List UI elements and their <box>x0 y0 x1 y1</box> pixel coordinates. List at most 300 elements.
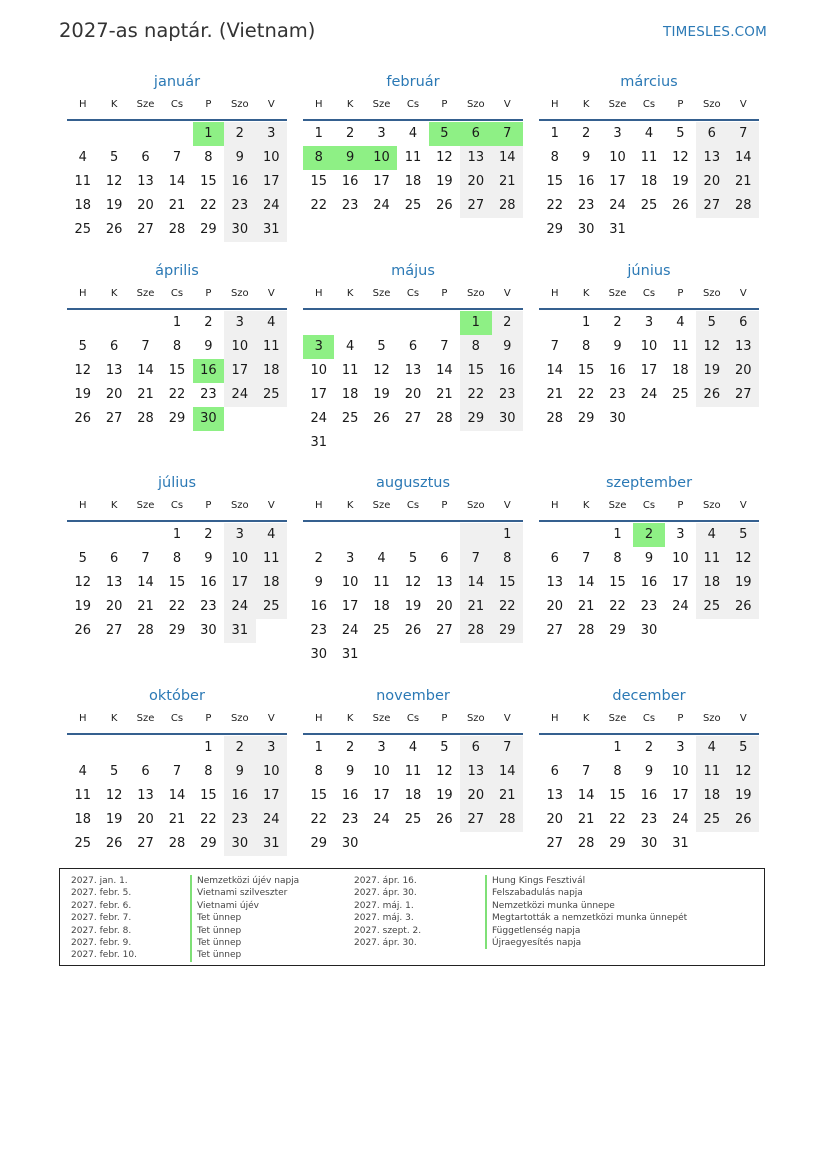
day-cell: 29 <box>460 407 491 431</box>
day-cell: 3 <box>613 126 622 141</box>
weekday-label: H <box>550 713 559 724</box>
empty-cell <box>334 311 365 335</box>
day-cell: 8 <box>492 547 523 571</box>
holiday-day-cell: 2 <box>633 523 664 547</box>
day-cell: 9 <box>644 551 654 566</box>
day-cell: 23 <box>577 198 595 213</box>
day-cell: 7 <box>492 736 523 760</box>
day-cell: 12 <box>436 150 453 165</box>
weekday-label: P <box>441 713 448 724</box>
day-cell: 14 <box>577 788 595 803</box>
legend-date: 2027. ápr. 30. <box>354 888 417 899</box>
day-cell: 16 <box>341 788 359 803</box>
day-cell: 14 <box>492 146 523 170</box>
day-cell: 17 <box>672 788 689 803</box>
legend-date: 2027. febr. 8. <box>71 925 132 936</box>
month-title: szeptember <box>605 475 693 491</box>
day-cell: 15 <box>609 788 626 803</box>
weekday-header <box>303 710 523 735</box>
day-cell: 1 <box>314 126 323 141</box>
day-cell: 19 <box>672 174 689 189</box>
day-cell: 21 <box>728 170 759 194</box>
day-cell: 16 <box>577 174 595 189</box>
day-cell: 26 <box>105 836 123 851</box>
weekday-label: K <box>346 288 354 299</box>
day-cell: 1 <box>314 740 323 755</box>
day-cell: 23 <box>341 198 359 213</box>
weekday-label: Szo <box>466 99 485 110</box>
day-cell: 26 <box>728 595 759 619</box>
day-cell: 28 <box>492 194 523 218</box>
weekday-label: H <box>78 99 87 110</box>
day-cell: 7 <box>581 551 591 566</box>
day-cell: 21 <box>137 387 154 402</box>
day-grid <box>539 735 759 856</box>
day-cell: 19 <box>105 198 123 213</box>
day-cell: 24 <box>256 808 287 832</box>
day-cell: 6 <box>460 736 491 760</box>
weekday-header <box>303 497 523 522</box>
day-cell: 14 <box>137 363 154 378</box>
day-cell: 22 <box>168 387 186 402</box>
day-cell: 24 <box>256 194 287 218</box>
day-cell: 15 <box>609 575 626 590</box>
day-cell: 11 <box>373 575 390 590</box>
day-cell: 15 <box>310 174 327 189</box>
day-cell: 18 <box>672 363 689 378</box>
day-cell: 16 <box>609 363 626 378</box>
day-cell: 3 <box>256 122 287 146</box>
weekday-label: V <box>503 288 511 299</box>
day-cell: 31 <box>256 832 287 856</box>
day-cell: 31 <box>224 619 255 643</box>
empty-cell <box>429 311 460 335</box>
weekday-label: Szo <box>702 500 721 511</box>
empty-cell <box>98 122 129 146</box>
weekday-label: Szo <box>702 99 721 110</box>
weekday-label: H <box>314 713 323 724</box>
day-cell: 29 <box>577 411 595 426</box>
day-cell: 11 <box>256 547 287 571</box>
day-cell: 21 <box>137 599 154 614</box>
day-cell: 15 <box>310 788 327 803</box>
day-cell: 21 <box>546 387 563 402</box>
day-cell: 4 <box>256 311 287 335</box>
day-cell: 27 <box>728 383 759 407</box>
day-cell: 4 <box>408 740 418 755</box>
day-cell: 11 <box>404 764 422 779</box>
day-cell: 26 <box>728 808 759 832</box>
holiday-day-cell: 9 <box>334 146 365 170</box>
day-cell: 4 <box>377 551 386 566</box>
day-cell: 30 <box>341 836 359 851</box>
day-cell: 15 <box>168 363 186 378</box>
month-title: november <box>376 688 450 704</box>
day-cell: 15 <box>168 575 186 590</box>
day-cell: 8 <box>204 764 213 779</box>
day-cell: 26 <box>74 623 91 638</box>
day-cell: 12 <box>105 788 123 803</box>
day-cell: 22 <box>168 599 186 614</box>
holiday-legend <box>59 868 765 966</box>
day-cell: 23 <box>640 599 658 614</box>
weekday-label: Sze <box>372 713 391 724</box>
day-cell: 14 <box>728 146 759 170</box>
month-augusztus <box>303 472 523 667</box>
empty-cell <box>303 311 334 335</box>
day-cell: 18 <box>341 387 359 402</box>
day-cell: 1 <box>550 126 559 141</box>
day-cell: 31 <box>341 647 359 662</box>
weekday-label: K <box>346 713 354 724</box>
empty-cell <box>161 122 192 146</box>
day-cell: 8 <box>204 150 213 165</box>
day-cell: 12 <box>728 760 759 784</box>
day-grid <box>303 121 523 218</box>
day-cell: 12 <box>436 764 453 779</box>
day-cell: 20 <box>546 812 563 827</box>
legend-date: 2027. febr. 9. <box>71 937 132 948</box>
day-cell: 13 <box>460 760 491 784</box>
day-cell: 13 <box>436 575 453 590</box>
month-október <box>67 685 287 856</box>
day-cell: 3 <box>224 523 255 547</box>
day-cell: 24 <box>373 198 390 213</box>
weekday-label: Szo <box>466 713 485 724</box>
day-cell: 23 <box>341 812 359 827</box>
empty-cell <box>397 311 428 335</box>
day-cell: 19 <box>105 812 123 827</box>
day-cell: 22 <box>546 198 563 213</box>
day-cell: 22 <box>577 387 595 402</box>
day-cell: 18 <box>696 784 727 808</box>
day-cell: 3 <box>345 551 355 566</box>
day-grid <box>67 121 287 242</box>
weekday-label: P <box>677 99 684 110</box>
month-title: május <box>391 263 435 279</box>
day-cell: 23 <box>224 808 255 832</box>
holiday-day-cell: 16 <box>193 359 224 383</box>
holiday-day-cell: 10 <box>366 146 397 170</box>
day-cell: 12 <box>404 575 422 590</box>
day-cell: 21 <box>460 595 491 619</box>
day-cell: 26 <box>105 222 123 237</box>
day-cell: 13 <box>546 788 563 803</box>
day-cell: 21 <box>577 599 595 614</box>
legend-holiday-name: Megtartották a nemzetközi munka ünnepét <box>485 912 687 924</box>
month-április <box>67 260 287 431</box>
day-cell: 1 <box>581 315 591 330</box>
day-cell: 25 <box>404 198 422 213</box>
day-cell: 21 <box>436 387 453 402</box>
day-cell: 13 <box>546 575 563 590</box>
day-cell: 5 <box>440 740 449 755</box>
day-cell: 27 <box>696 194 727 218</box>
day-cell: 28 <box>168 836 186 851</box>
legend-holiday-name: Tet ünnep <box>190 949 241 961</box>
day-cell: 30 <box>224 832 255 856</box>
day-cell: 15 <box>200 174 217 189</box>
day-cell: 5 <box>676 126 685 141</box>
day-cell: 23 <box>609 387 626 402</box>
weekday-label: Sze <box>136 500 155 511</box>
day-cell: 1 <box>204 740 213 755</box>
empty-cell <box>130 122 161 146</box>
day-cell: 28 <box>137 623 154 638</box>
legend-date: 2027. jan. 1. <box>71 876 128 886</box>
day-cell: 5 <box>728 523 759 547</box>
day-cell: 29 <box>200 836 217 851</box>
legend-date: 2027. febr. 10. <box>71 950 137 961</box>
day-cell: 19 <box>74 387 91 402</box>
day-cell: 7 <box>141 551 150 566</box>
day-cell: 17 <box>341 599 359 614</box>
empty-cell <box>67 523 98 547</box>
holiday-day-cell: 8 <box>303 146 334 170</box>
weekday-label: H <box>78 288 87 299</box>
day-cell: 19 <box>696 359 727 383</box>
weekday-label: H <box>550 99 559 110</box>
day-cell: 12 <box>74 363 91 378</box>
day-cell: 4 <box>696 523 727 547</box>
month-december <box>539 685 759 856</box>
day-cell: 27 <box>137 222 154 237</box>
day-cell: 1 <box>172 315 182 330</box>
day-cell: 13 <box>137 174 154 189</box>
weekday-label: Cs <box>170 500 184 511</box>
month-title: október <box>149 688 205 704</box>
day-cell: 22 <box>492 595 523 619</box>
day-cell: 7 <box>550 339 559 354</box>
empty-cell <box>130 736 161 760</box>
empty-cell <box>98 736 129 760</box>
day-cell: 2 <box>345 126 355 141</box>
day-cell: 1 <box>613 527 622 542</box>
day-cell: 19 <box>728 571 759 595</box>
day-cell: 28 <box>168 222 186 237</box>
day-cell: 21 <box>577 812 595 827</box>
day-cell: 11 <box>404 150 422 165</box>
day-cell: 29 <box>609 836 626 851</box>
day-cell: 30 <box>492 407 523 431</box>
empty-cell <box>570 523 601 547</box>
day-cell: 17 <box>640 363 658 378</box>
empty-cell <box>397 523 428 547</box>
day-cell: 28 <box>728 194 759 218</box>
day-cell: 25 <box>341 411 359 426</box>
holiday-day-cell: 5 <box>429 122 460 146</box>
legend-date: 2027. máj. 1. <box>354 900 414 911</box>
day-cell: 14 <box>546 363 563 378</box>
day-cell: 22 <box>609 599 626 614</box>
day-cell: 18 <box>404 174 422 189</box>
day-cell: 15 <box>492 571 523 595</box>
holiday-day-cell: 1 <box>193 122 224 146</box>
month-title: december <box>612 688 686 704</box>
day-cell: 12 <box>672 150 689 165</box>
day-cell: 3 <box>377 740 386 755</box>
weekday-label: Szo <box>466 288 485 299</box>
site-logo-link[interactable]: TIMESLES.COM <box>663 24 767 40</box>
day-cell: 10 <box>672 551 689 566</box>
day-cell: 20 <box>404 387 422 402</box>
day-cell: 5 <box>728 736 759 760</box>
legend-date: 2027. máj. 3. <box>354 913 414 924</box>
day-cell: 4 <box>408 126 418 141</box>
month-title: január <box>153 74 201 90</box>
legend-date: 2027. febr. 6. <box>71 900 132 911</box>
day-cell: 7 <box>440 339 449 354</box>
weekday-label: K <box>110 288 118 299</box>
month-február <box>303 71 523 218</box>
day-cell: 19 <box>728 784 759 808</box>
day-cell: 26 <box>672 198 689 213</box>
day-cell: 12 <box>74 575 91 590</box>
day-cell: 18 <box>256 359 287 383</box>
weekday-label: P <box>441 99 448 110</box>
day-cell: 24 <box>609 198 626 213</box>
weekday-label: H <box>314 500 323 511</box>
day-cell: 5 <box>78 551 87 566</box>
day-cell: 11 <box>74 174 91 189</box>
empty-cell <box>366 311 397 335</box>
day-grid <box>67 522 287 643</box>
weekday-label: Cs <box>406 500 420 511</box>
month-title: február <box>386 74 440 90</box>
day-cell: 2 <box>224 736 255 760</box>
day-cell: 11 <box>672 339 689 354</box>
day-cell: 10 <box>224 335 255 359</box>
day-cell: 1 <box>492 523 523 547</box>
day-cell: 8 <box>314 764 323 779</box>
weekday-label: K <box>582 713 590 724</box>
weekday-label: Cs <box>170 288 184 299</box>
legend-holiday-name: Hung Kings Fesztivál <box>485 875 585 887</box>
day-cell: 6 <box>440 551 449 566</box>
day-cell: 18 <box>373 599 390 614</box>
empty-cell <box>67 311 98 335</box>
day-cell: 7 <box>728 122 759 146</box>
day-cell: 27 <box>546 623 563 638</box>
weekday-label: K <box>346 99 354 110</box>
weekday-label: Szo <box>230 500 249 511</box>
day-cell: 10 <box>256 146 287 170</box>
month-július <box>67 472 287 643</box>
day-cell: 6 <box>141 764 150 779</box>
day-cell: 20 <box>546 599 563 614</box>
day-cell: 2 <box>314 551 323 566</box>
day-cell: 10 <box>256 760 287 784</box>
empty-cell <box>67 736 98 760</box>
day-cell: 9 <box>314 575 323 590</box>
day-cell: 16 <box>640 575 658 590</box>
day-cell: 29 <box>609 623 626 638</box>
day-cell: 25 <box>373 623 390 638</box>
day-cell: 16 <box>492 359 523 383</box>
day-cell: 5 <box>696 311 727 335</box>
weekday-label: P <box>205 713 212 724</box>
day-cell: 15 <box>577 363 595 378</box>
empty-cell <box>539 523 570 547</box>
day-cell: 29 <box>200 222 217 237</box>
day-cell: 4 <box>345 339 355 354</box>
day-cell: 24 <box>373 812 390 827</box>
day-grid <box>539 522 759 643</box>
day-cell: 26 <box>74 411 91 426</box>
weekday-header <box>539 96 759 121</box>
day-cell: 15 <box>200 788 217 803</box>
day-cell: 26 <box>436 812 453 827</box>
day-cell: 9 <box>204 551 213 566</box>
legend-date: 2027. ápr. 30. <box>354 937 417 948</box>
month-május <box>303 260 523 455</box>
day-cell: 6 <box>408 339 418 354</box>
day-cell: 17 <box>224 359 255 383</box>
day-cell: 24 <box>672 599 689 614</box>
day-cell: 10 <box>672 764 689 779</box>
day-cell: 29 <box>168 623 186 638</box>
weekday-label: Szo <box>702 288 721 299</box>
weekday-label: K <box>110 500 118 511</box>
legend-holiday-name: Függetlenség napja <box>485 925 580 937</box>
day-cell: 18 <box>74 812 91 827</box>
day-cell: 18 <box>404 788 422 803</box>
weekday-label: K <box>582 500 590 511</box>
day-cell: 29 <box>310 836 327 851</box>
day-cell: 16 <box>640 788 658 803</box>
day-cell: 23 <box>492 383 523 407</box>
day-cell: 11 <box>640 150 658 165</box>
empty-cell <box>98 523 129 547</box>
day-cell: 6 <box>550 551 559 566</box>
day-cell: 2 <box>492 311 523 335</box>
day-cell: 3 <box>377 126 386 141</box>
legend-date: 2027. febr. 7. <box>71 913 132 924</box>
legend-holiday-name: Tet ünnep <box>190 912 241 924</box>
day-cell: 13 <box>105 363 123 378</box>
month-title: július <box>157 475 197 491</box>
day-cell: 23 <box>200 387 217 402</box>
day-cell: 21 <box>492 170 523 194</box>
holiday-day-cell: 7 <box>492 122 523 146</box>
day-cell: 17 <box>224 571 255 595</box>
day-cell: 11 <box>696 547 727 571</box>
day-cell: 30 <box>224 218 255 242</box>
day-cell: 25 <box>256 383 287 407</box>
day-cell: 8 <box>550 150 559 165</box>
legend-date: 2027. febr. 5. <box>71 888 132 899</box>
empty-cell <box>366 523 397 547</box>
day-cell: 6 <box>728 311 759 335</box>
legend-holiday-name: Újraegyesítés napja <box>485 937 581 949</box>
day-cell: 10 <box>310 363 327 378</box>
weekday-label: Cs <box>406 288 420 299</box>
day-cell: 6 <box>141 150 150 165</box>
day-cell: 27 <box>404 411 422 426</box>
day-cell: 14 <box>577 575 595 590</box>
legend-holiday-name: Nemzetközi újév napja <box>190 875 299 887</box>
day-grid <box>539 121 759 242</box>
day-cell: 24 <box>341 623 359 638</box>
day-cell: 25 <box>696 808 727 832</box>
day-cell: 16 <box>224 170 255 194</box>
day-cell: 11 <box>256 335 287 359</box>
day-cell: 8 <box>613 764 622 779</box>
empty-cell <box>161 736 192 760</box>
day-cell: 8 <box>172 551 182 566</box>
day-cell: 14 <box>137 575 154 590</box>
day-cell: 5 <box>109 764 119 779</box>
